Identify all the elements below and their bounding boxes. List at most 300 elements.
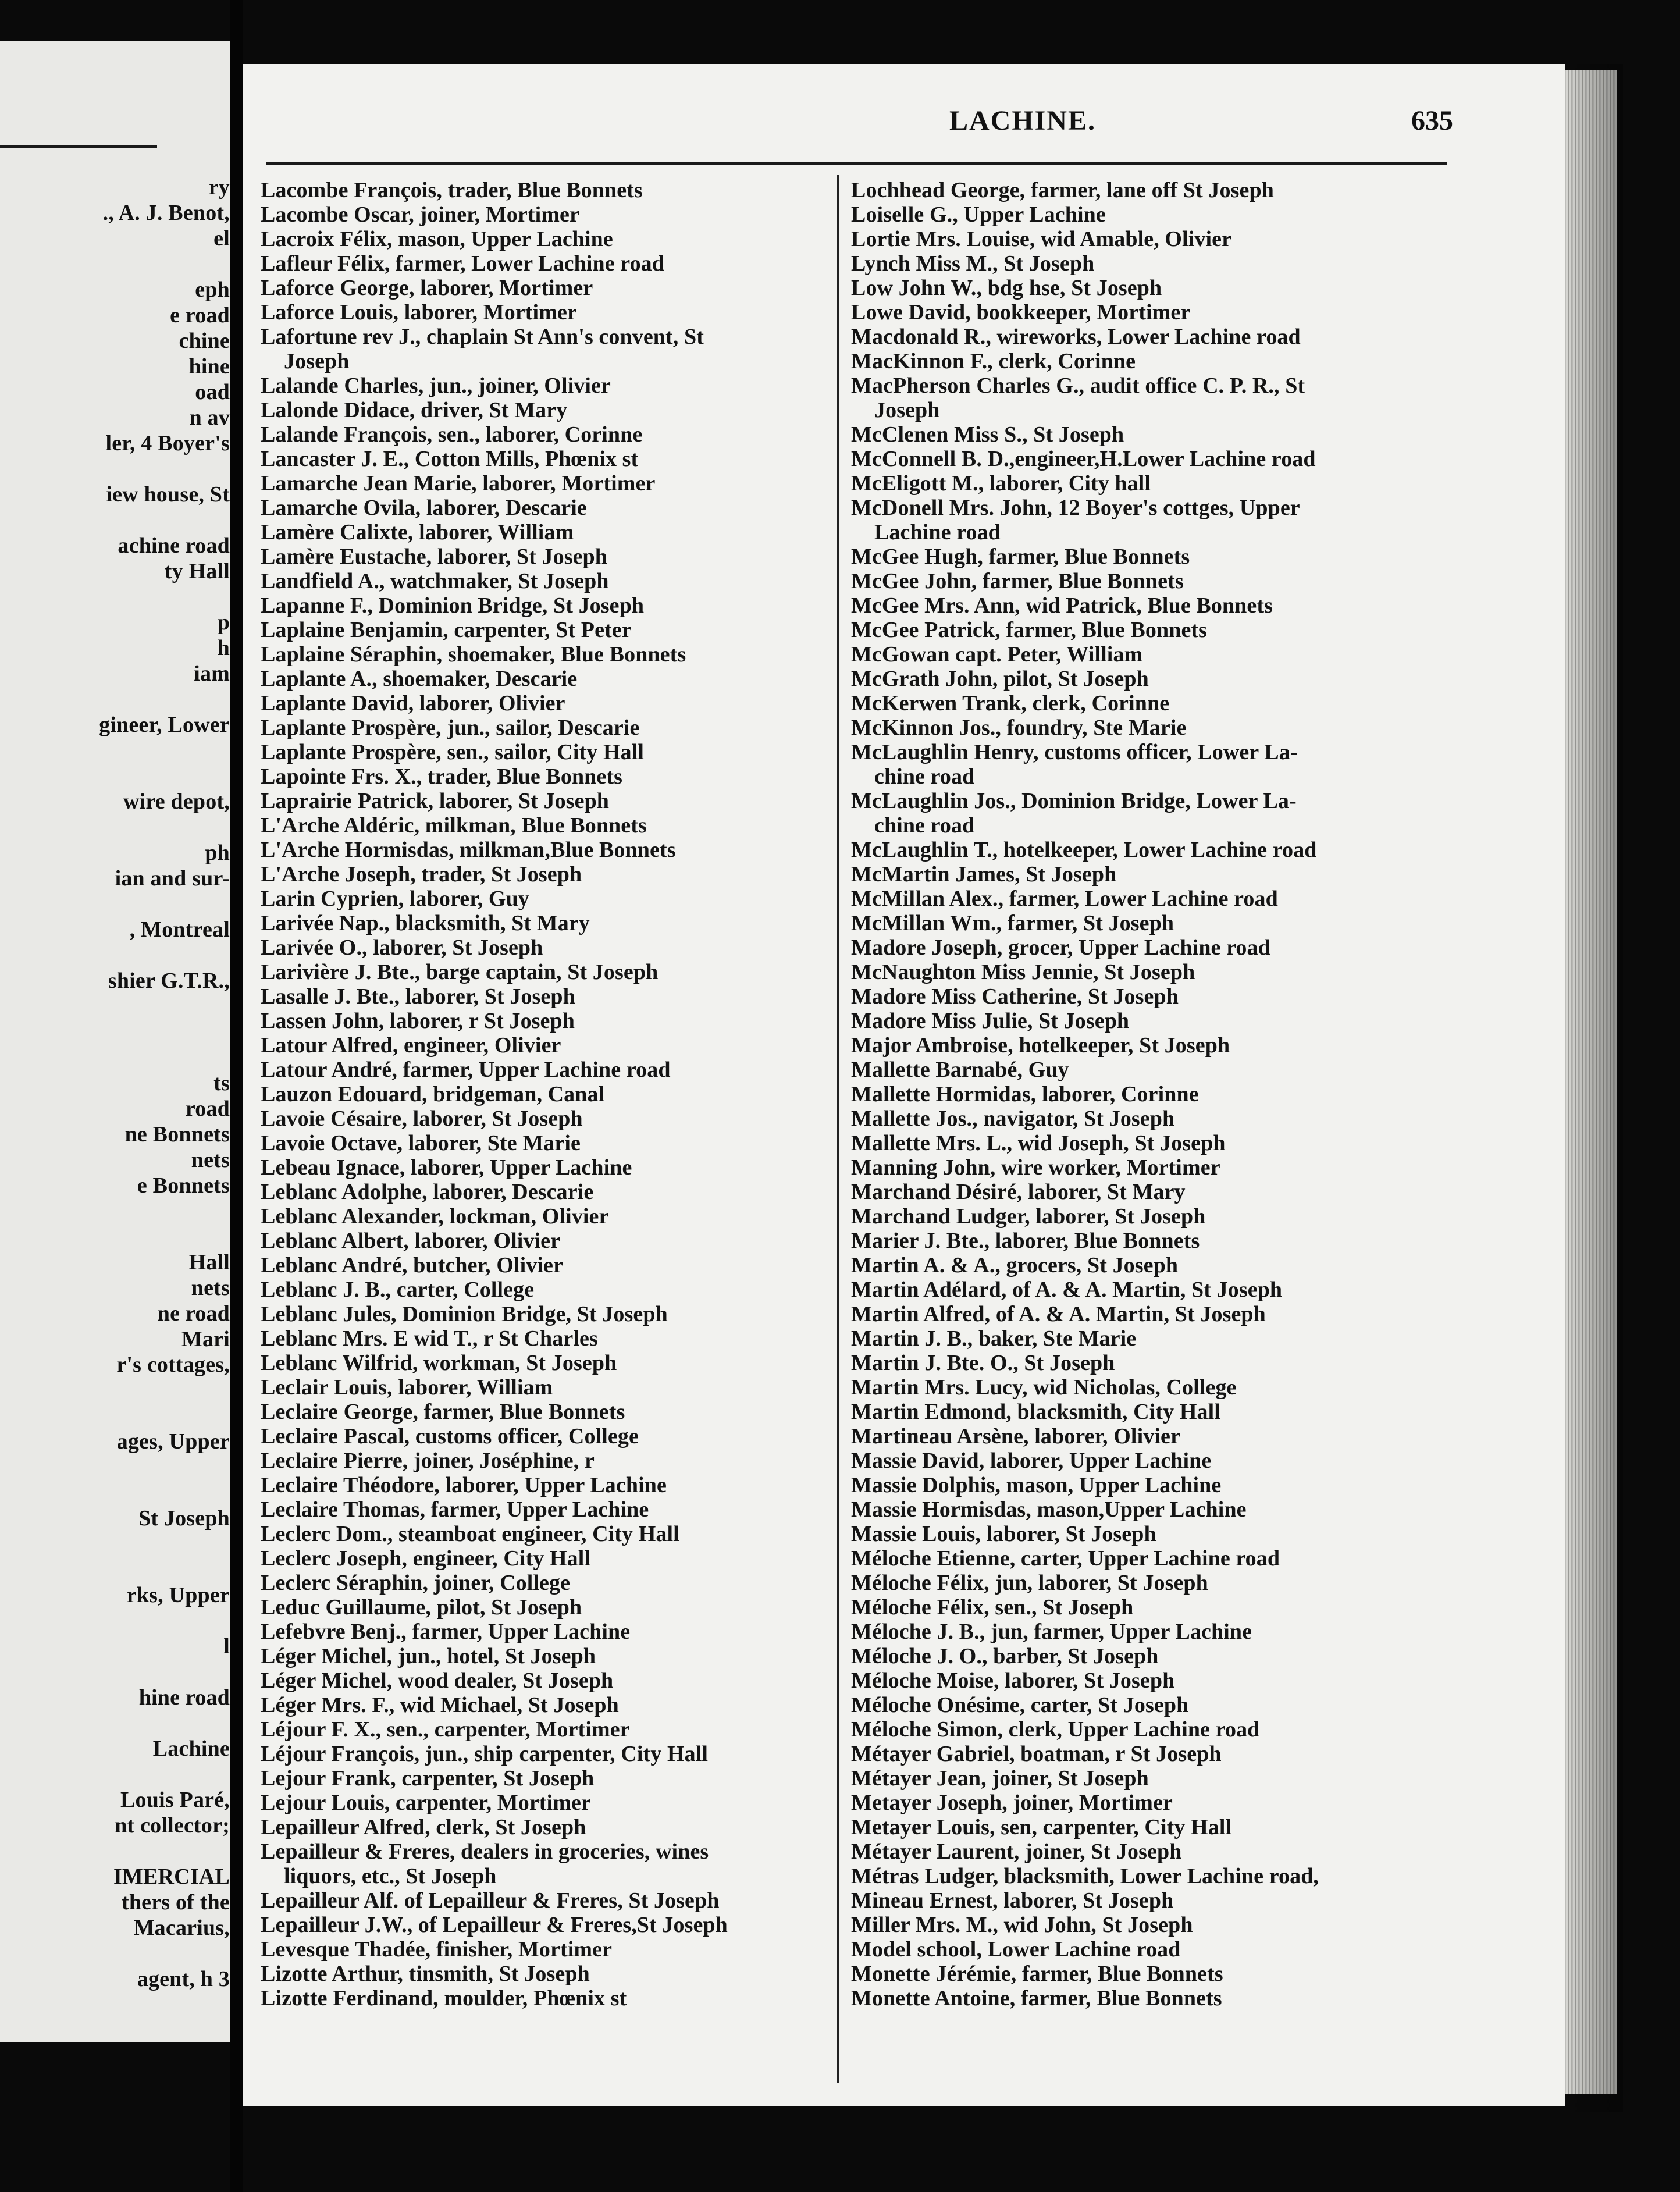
entry-text: Lortie Mrs. Louise, wid Amable, Olivier bbox=[851, 227, 1232, 251]
facing-page-text: Mari bbox=[181, 1327, 230, 1351]
facing-page-text: Macarius, bbox=[133, 1916, 230, 1940]
page-edges-shadow bbox=[1565, 64, 1623, 2112]
directory-entry bbox=[261, 471, 834, 496]
entry-text: Méloche Simon, clerk, Upper Lachine road bbox=[851, 1717, 1260, 1742]
entry-text: Léjour François, jun., ship carpenter, City Hall bbox=[261, 1742, 709, 1766]
entry-text: Marier J. Bte., laborer, Blue Bonnets bbox=[851, 1229, 1200, 1253]
directory-entry bbox=[261, 1595, 834, 1620]
facing-page-text: hine road bbox=[138, 1685, 230, 1710]
right-column bbox=[851, 178, 1456, 2010]
directory-entry bbox=[851, 496, 1456, 545]
directory-entry bbox=[851, 1986, 1456, 2010]
directory-entry bbox=[261, 1424, 834, 1449]
entry-text: Laplante David, laborer, Olivier bbox=[261, 691, 565, 716]
directory-entry bbox=[261, 178, 834, 202]
entry-text: Lejour Louis, carpenter, Mortimer bbox=[261, 1791, 591, 1815]
directory-entry bbox=[851, 1571, 1456, 1595]
directory-entry bbox=[851, 1033, 1456, 1058]
directory-page bbox=[243, 64, 1565, 2106]
entry-text: Méloche J. O., barber, St Joseph bbox=[851, 1644, 1159, 1668]
directory-entry bbox=[261, 813, 834, 838]
entry-text: Marchand Désiré, laborer, St Mary bbox=[851, 1180, 1186, 1204]
directory-entry bbox=[261, 1473, 834, 1497]
entry-text: Martin J. Bte. O., St Joseph bbox=[851, 1351, 1115, 1375]
entry-text: Mallette Jos., navigator, St Joseph bbox=[851, 1106, 1175, 1131]
left-column bbox=[261, 178, 834, 2010]
directory-entry bbox=[261, 667, 834, 691]
facing-page-text: r's cottages, bbox=[116, 1353, 230, 1377]
directory-entry bbox=[261, 593, 834, 618]
directory-entry bbox=[851, 1351, 1456, 1375]
entry-text: Métayer Laurent, joiner, St Joseph bbox=[851, 1839, 1182, 1864]
entry-text: Major Ambroise, hotelkeeper, St Joseph bbox=[851, 1033, 1230, 1058]
directory-entry bbox=[851, 667, 1456, 691]
entry-text: McNaughton Miss Jennie, St Joseph bbox=[851, 960, 1195, 984]
entry-text: Métras Ludger, blacksmith, Lower Lachine road, bbox=[851, 1864, 1319, 1888]
entry-text: Lalande François, sen., laborer, Corinne bbox=[261, 422, 643, 447]
directory-entry bbox=[261, 1888, 834, 1913]
entry-text: L'Arche Hormisdas, milkman,Blue Bonnets bbox=[261, 838, 676, 862]
entry-text: Lepailleur J.W., of Lepailleur & Freres,St Joseph bbox=[261, 1913, 728, 1937]
facing-page-text: ry bbox=[208, 175, 230, 200]
entry-text: Mallette Mrs. L., wid Joseph, St Joseph bbox=[851, 1131, 1226, 1155]
entry-text: Lafortune rev J., chaplain St Ann's convent, St bbox=[261, 325, 704, 349]
facing-page-text: e Bonnets bbox=[137, 1173, 230, 1198]
directory-entry bbox=[261, 1815, 834, 1839]
entry-text: McGee Mrs. Ann, wid Patrick, Blue Bonnets bbox=[851, 593, 1273, 618]
entry-text: Lasalle J. Bte., laborer, St Joseph bbox=[261, 984, 575, 1009]
directory-entry bbox=[851, 1106, 1456, 1131]
directory-entry bbox=[261, 1742, 834, 1766]
entry-text: Méloche Félix, jun, laborer, St Joseph bbox=[851, 1571, 1208, 1595]
entry-text: Model school, Lower Lachine road bbox=[851, 1937, 1181, 1962]
directory-entry bbox=[261, 545, 834, 569]
directory-entry bbox=[261, 1962, 834, 1986]
directory-entry bbox=[851, 1326, 1456, 1351]
facing-page-text: , Montreal bbox=[129, 917, 230, 942]
entry-text: Monette Antoine, farmer, Blue Bonnets bbox=[851, 1986, 1222, 2010]
entry-text: Macdonald R., wireworks, Lower Lachine road bbox=[851, 325, 1301, 349]
entry-text: McKerwen Trank, clerk, Corinne bbox=[851, 691, 1170, 716]
directory-entry bbox=[851, 691, 1456, 716]
entry-text: L'Arche Aldéric, milkman, Blue Bonnets bbox=[261, 813, 647, 838]
directory-entry bbox=[851, 1082, 1456, 1106]
directory-entry bbox=[851, 1302, 1456, 1326]
facing-page-text: el bbox=[213, 226, 230, 251]
entry-text: Lamarche Ovila, laborer, Descarie bbox=[261, 496, 587, 520]
directory-entry bbox=[851, 569, 1456, 593]
directory-entry bbox=[261, 1986, 834, 2010]
entry-text: McEligott M., laborer, City hall bbox=[851, 471, 1151, 496]
facing-page-text: rks, Upper bbox=[126, 1583, 230, 1607]
facing-page-text: Lachine bbox=[152, 1736, 230, 1761]
directory-entry bbox=[851, 1253, 1456, 1278]
facing-page-text: Hall bbox=[188, 1250, 230, 1275]
entry-text: Mineau Ernest, laborer, St Joseph bbox=[851, 1888, 1174, 1913]
directory-entry bbox=[261, 1693, 834, 1717]
entry-text: Lynch Miss M., St Joseph bbox=[851, 251, 1095, 276]
directory-entry bbox=[851, 1204, 1456, 1229]
entry-text: Lacroix Félix, mason, Upper Lachine bbox=[261, 227, 613, 251]
entry-text: MacKinnon F., clerk, Corinne bbox=[851, 349, 1136, 373]
directory-entry bbox=[851, 202, 1456, 227]
entry-text: Laplaine Séraphin, shoemaker, Blue Bonnets bbox=[261, 642, 686, 667]
directory-entry bbox=[851, 1693, 1456, 1717]
entry-text: Massie David, laborer, Upper Lachine bbox=[851, 1449, 1212, 1473]
directory-entry bbox=[851, 178, 1456, 202]
directory-entry bbox=[261, 251, 834, 276]
column-divider bbox=[837, 175, 839, 2083]
entry-text: Lepailleur & Freres, dealers in groceries, wines bbox=[261, 1839, 709, 1864]
directory-entry bbox=[851, 373, 1456, 422]
directory-entry bbox=[261, 202, 834, 227]
directory-entry bbox=[261, 960, 834, 984]
directory-entry bbox=[261, 447, 834, 471]
entry-text: Léjour F. X., sen., carpenter, Mortimer bbox=[261, 1717, 630, 1742]
entry-text: Lalonde Didace, driver, St Mary bbox=[261, 398, 568, 422]
entry-text: Laplante Prospère, jun., sailor, Descarie bbox=[261, 716, 640, 740]
entry-text: Lizotte Arthur, tinsmith, St Joseph bbox=[261, 1962, 590, 1986]
entry-text: Madore Miss Catherine, St Joseph bbox=[851, 984, 1179, 1009]
directory-entry bbox=[851, 1888, 1456, 1913]
entry-text: Leclaire George, farmer, Blue Bonnets bbox=[261, 1400, 625, 1424]
directory-entry bbox=[851, 911, 1456, 935]
directory-entry bbox=[851, 960, 1456, 984]
facing-page-text: gineer, Lower bbox=[99, 713, 230, 737]
facing-page-text: iam bbox=[194, 661, 230, 686]
directory-entry bbox=[851, 545, 1456, 569]
entry-text: Low John W., bdg hse, St Joseph bbox=[851, 276, 1162, 300]
entry-text: Loiselle G., Upper Lachine bbox=[851, 202, 1106, 227]
facing-page-text: St Joseph bbox=[138, 1506, 230, 1531]
directory-entry bbox=[851, 349, 1456, 373]
entry-text: Martin J. B., baker, Ste Marie bbox=[851, 1326, 1137, 1351]
facing-page-text: chine bbox=[179, 329, 230, 353]
book-gutter bbox=[230, 0, 243, 2192]
facing-page-fragment bbox=[0, 41, 230, 2042]
directory-entry bbox=[851, 593, 1456, 618]
directory-entry bbox=[851, 838, 1456, 862]
entry-text: McMartin James, St Joseph bbox=[851, 862, 1117, 887]
directory-entry bbox=[261, 1278, 834, 1302]
directory-entry bbox=[851, 1473, 1456, 1497]
directory-entry bbox=[261, 276, 834, 300]
facing-page-text: ., A. J. Benot, bbox=[102, 201, 230, 225]
entry-text: Léger Michel, jun., hotel, St Joseph bbox=[261, 1644, 596, 1668]
entry-text: Lochhead George, farmer, lane off St Joseph bbox=[851, 178, 1274, 202]
directory-entry bbox=[261, 716, 834, 740]
entry-text: Lauzon Edouard, bridgeman, Canal bbox=[261, 1082, 605, 1106]
directory-entry bbox=[261, 1180, 834, 1204]
directory-entry bbox=[851, 1766, 1456, 1791]
directory-entry bbox=[261, 1913, 834, 1937]
entry-text: Larivée Nap., blacksmith, St Mary bbox=[261, 911, 590, 935]
entry-text: Léger Michel, wood dealer, St Joseph bbox=[261, 1668, 614, 1693]
entry-continuation: chine road bbox=[874, 764, 975, 789]
entry-text: Marchand Ludger, laborer, St Joseph bbox=[851, 1204, 1206, 1229]
facing-page-text: ph bbox=[205, 841, 230, 865]
entry-text: Méloche Etienne, carter, Upper Lachine road bbox=[851, 1546, 1280, 1571]
directory-entry bbox=[261, 1644, 834, 1668]
facing-page-text: ts bbox=[213, 1071, 230, 1095]
entry-text: Lepailleur Alf. of Lepailleur & Freres, St Joseph bbox=[261, 1888, 720, 1913]
directory-entry bbox=[851, 1424, 1456, 1449]
entry-text: McClenen Miss S., St Joseph bbox=[851, 422, 1124, 447]
directory-entry bbox=[261, 764, 834, 789]
directory-entry bbox=[261, 1009, 834, 1033]
entry-text: Leclaire Thomas, farmer, Upper Lachine bbox=[261, 1497, 649, 1522]
facing-page-text: hine bbox=[188, 354, 230, 379]
directory-entry bbox=[851, 1155, 1456, 1180]
directory-entry bbox=[851, 740, 1456, 789]
directory-entry bbox=[851, 1668, 1456, 1693]
directory-entry bbox=[851, 1864, 1456, 1888]
directory-entry bbox=[261, 1620, 834, 1644]
entry-text: Lavoie Octave, laborer, Ste Marie bbox=[261, 1131, 581, 1155]
entry-text: Leblanc Albert, laborer, Olivier bbox=[261, 1229, 561, 1253]
facing-page-text: IMERCIAL bbox=[113, 1864, 230, 1889]
entry-text: Latour Alfred, engineer, Olivier bbox=[261, 1033, 561, 1058]
entry-text: McMillan Alex., farmer, Lower Lachine road bbox=[851, 887, 1278, 911]
directory-entry bbox=[851, 227, 1456, 251]
entry-text: McGrath John, pilot, St Joseph bbox=[851, 667, 1149, 691]
directory-entry bbox=[261, 1791, 834, 1815]
entry-text: Mallette Hormidas, laborer, Corinne bbox=[851, 1082, 1199, 1106]
facing-page-text: road bbox=[185, 1097, 230, 1121]
directory-entry bbox=[261, 1937, 834, 1962]
entry-text: Lavoie Césaire, laborer, St Joseph bbox=[261, 1106, 583, 1131]
entry-text: Lowe David, bookkeeper, Mortimer bbox=[851, 300, 1191, 325]
directory-entry bbox=[261, 1326, 834, 1351]
directory-entry bbox=[851, 935, 1456, 960]
directory-entry bbox=[261, 935, 834, 960]
entry-text: Miller Mrs. M., wid John, St Joseph bbox=[851, 1913, 1193, 1937]
directory-entry bbox=[851, 984, 1456, 1009]
entry-text: McConnell B. D.,engineer,H.Lower Lachine road bbox=[851, 447, 1316, 471]
entry-text: Leclaire Théodore, laborer, Upper Lachine bbox=[261, 1473, 667, 1497]
directory-entry bbox=[851, 1180, 1456, 1204]
entry-text: Larin Cyprien, laborer, Guy bbox=[261, 887, 529, 911]
entry-text: Madore Miss Julie, St Joseph bbox=[851, 1009, 1130, 1033]
directory-entry bbox=[261, 1571, 834, 1595]
directory-entry bbox=[261, 373, 834, 398]
entry-text: Lapanne F., Dominion Bridge, St Joseph bbox=[261, 593, 645, 618]
directory-entry bbox=[261, 740, 834, 764]
directory-entry bbox=[261, 1449, 834, 1473]
directory-entry bbox=[851, 887, 1456, 911]
directory-entry bbox=[851, 1229, 1456, 1253]
directory-entry bbox=[851, 1131, 1456, 1155]
directory-entry bbox=[851, 1522, 1456, 1546]
directory-entry bbox=[261, 984, 834, 1009]
directory-entry bbox=[851, 642, 1456, 667]
entry-text: Leclerc Dom., steamboat engineer, City Hall bbox=[261, 1522, 679, 1546]
directory-entry bbox=[261, 1033, 834, 1058]
entry-continuation: Joseph bbox=[874, 398, 940, 422]
directory-entry bbox=[261, 618, 834, 642]
entry-text: Leblanc Wilfrid, workman, St Joseph bbox=[261, 1351, 617, 1375]
directory-entry bbox=[261, 1400, 834, 1424]
directory-entry bbox=[851, 447, 1456, 471]
directory-entry bbox=[851, 1913, 1456, 1937]
directory-entry bbox=[851, 1497, 1456, 1522]
directory-entry bbox=[261, 1375, 834, 1400]
directory-entry bbox=[851, 716, 1456, 740]
directory-entry bbox=[261, 300, 834, 325]
entry-text: McMillan Wm., farmer, St Joseph bbox=[851, 911, 1174, 935]
page-title: LACHINE. bbox=[949, 105, 1097, 136]
entry-text: Leblanc Mrs. E wid T., r St Charles bbox=[261, 1326, 598, 1351]
entry-text: McKinnon Jos., foundry, Ste Marie bbox=[851, 716, 1187, 740]
entry-text: McDonell Mrs. John, 12 Boyer's cottges, Upper bbox=[851, 496, 1300, 520]
entry-text: McLaughlin Jos., Dominion Bridge, Lower La- bbox=[851, 789, 1297, 813]
directory-entry bbox=[851, 325, 1456, 349]
facing-page-text: p bbox=[217, 610, 230, 635]
directory-entry bbox=[261, 1155, 834, 1180]
entry-text: Lacombe Oscar, joiner, Mortimer bbox=[261, 202, 579, 227]
facing-page-text: nt collector; bbox=[115, 1813, 230, 1838]
facing-page-text: agent, h 3 bbox=[137, 1967, 230, 1991]
directory-entry bbox=[261, 887, 834, 911]
directory-entry bbox=[851, 1717, 1456, 1742]
directory-entry bbox=[851, 862, 1456, 887]
directory-entry bbox=[261, 496, 834, 520]
facing-page-text: wire depot, bbox=[123, 789, 230, 814]
directory-entry bbox=[261, 911, 834, 935]
entry-text: MacPherson Charles G., audit office C. P. R., St bbox=[851, 373, 1305, 398]
entry-text: Lejour Frank, carpenter, St Joseph bbox=[261, 1766, 595, 1791]
entry-text: Leblanc André, butcher, Olivier bbox=[261, 1253, 563, 1278]
entry-text: Lamère Eustache, laborer, St Joseph bbox=[261, 545, 608, 569]
entry-text: Lassen John, laborer, r St Joseph bbox=[261, 1009, 575, 1033]
facing-page-text: n av bbox=[189, 405, 230, 430]
entry-text: L'Arche Joseph, trader, St Joseph bbox=[261, 862, 582, 887]
entry-text: Lapointe Frs. X., trader, Blue Bonnets bbox=[261, 764, 623, 789]
entry-text: Méloche Félix, sen., St Joseph bbox=[851, 1595, 1134, 1620]
directory-entry bbox=[261, 691, 834, 716]
directory-entry bbox=[851, 1278, 1456, 1302]
directory-entry bbox=[261, 1717, 834, 1742]
directory-entry bbox=[851, 1644, 1456, 1668]
entry-text: Leblanc Jules, Dominion Bridge, St Joseph bbox=[261, 1302, 668, 1326]
entry-text: Mallette Barnabé, Guy bbox=[851, 1058, 1069, 1082]
directory-entry bbox=[851, 1400, 1456, 1424]
page-number: 635 bbox=[1411, 105, 1453, 136]
directory-entry bbox=[261, 789, 834, 813]
entry-text: Léger Mrs. F., wid Michael, St Joseph bbox=[261, 1693, 619, 1717]
entry-text: Méloche Moise, laborer, St Joseph bbox=[851, 1668, 1175, 1693]
directory-entry bbox=[851, 1742, 1456, 1766]
entry-text: Leclaire Pascal, customs officer, College bbox=[261, 1424, 639, 1449]
entry-text: Martin Adélard, of A. & A. Martin, St Joseph bbox=[851, 1278, 1283, 1302]
directory-entry bbox=[851, 422, 1456, 447]
entry-text: Laprairie Patrick, laborer, St Joseph bbox=[261, 789, 610, 813]
entry-text: Martineau Arsène, laborer, Olivier bbox=[851, 1424, 1180, 1449]
facing-page-text: Louis Paré, bbox=[120, 1788, 230, 1812]
directory-entry bbox=[261, 1082, 834, 1106]
entry-text: Martin A. & A., grocers, St Joseph bbox=[851, 1253, 1179, 1278]
directory-entry bbox=[851, 1791, 1456, 1815]
entry-text: Laplante A., shoemaker, Descarie bbox=[261, 667, 578, 691]
entry-text: Lamère Calixte, laborer, William bbox=[261, 520, 574, 545]
entry-text: Laplaine Benjamin, carpenter, St Peter bbox=[261, 618, 632, 642]
entry-text: Leclaire Pierre, joiner, Joséphine, r bbox=[261, 1449, 595, 1473]
directory-entry bbox=[261, 1253, 834, 1278]
directory-entry bbox=[851, 471, 1456, 496]
directory-entry bbox=[851, 300, 1456, 325]
entry-text: Levesque Thadée, finisher, Mortimer bbox=[261, 1937, 613, 1962]
directory-entry bbox=[261, 1497, 834, 1522]
entry-text: McLaughlin Henry, customs officer, Lower La- bbox=[851, 740, 1298, 764]
entry-text: Massie Louis, laborer, St Joseph bbox=[851, 1522, 1156, 1546]
entry-text: McGee John, farmer, Blue Bonnets bbox=[851, 569, 1184, 593]
entry-text: Leclerc Séraphin, joiner, College bbox=[261, 1571, 571, 1595]
entry-text: Lancaster J. E., Cotton Mills, Phœnix st bbox=[261, 447, 639, 471]
entry-text: Lizotte Ferdinand, moulder, Phœnix st bbox=[261, 1986, 627, 2010]
entry-text: Leclerc Joseph, engineer, City Hall bbox=[261, 1546, 591, 1571]
entry-text: Lalande Charles, jun., joiner, Olivier bbox=[261, 373, 611, 398]
entry-text: Metayer Louis, sen, carpenter, City Hall bbox=[851, 1815, 1232, 1839]
directory-entry bbox=[261, 1302, 834, 1326]
entry-text: Lepailleur Alfred, clerk, St Joseph bbox=[261, 1815, 586, 1839]
directory-entry bbox=[261, 1668, 834, 1693]
entry-text: Larivière J. Bte., barge captain, St Joseph bbox=[261, 960, 659, 984]
directory-entry bbox=[851, 1815, 1456, 1839]
entry-text: Métayer Gabriel, boatman, r St Joseph bbox=[851, 1742, 1222, 1766]
entry-text: Monette Jérémie, farmer, Blue Bonnets bbox=[851, 1962, 1223, 1986]
entry-text: Leclair Louis, laborer, William bbox=[261, 1375, 553, 1400]
entry-text: Madore Joseph, grocer, Upper Lachine road bbox=[851, 935, 1270, 960]
directory-entry bbox=[851, 1962, 1456, 1986]
directory-entry bbox=[851, 1839, 1456, 1864]
directory-entry bbox=[261, 1522, 834, 1546]
entry-text: Métayer Jean, joiner, St Joseph bbox=[851, 1766, 1149, 1791]
entry-text: McGee Hugh, farmer, Blue Bonnets bbox=[851, 545, 1190, 569]
entry-text: McGee Patrick, farmer, Blue Bonnets bbox=[851, 618, 1208, 642]
directory-entry bbox=[851, 1375, 1456, 1400]
entry-text: Landfield A., watchmaker, St Joseph bbox=[261, 569, 609, 593]
entry-text: McLaughlin T., hotelkeeper, Lower Lachine road bbox=[851, 838, 1317, 862]
directory-entry bbox=[261, 642, 834, 667]
entry-text: Lamarche Jean Marie, laborer, Mortimer bbox=[261, 471, 656, 496]
facing-page-text: l bbox=[223, 1634, 230, 1659]
facing-page-text: achine road bbox=[118, 533, 230, 558]
directory-entry bbox=[261, 325, 834, 373]
facing-page-text: ler, 4 Boyer's bbox=[105, 431, 230, 456]
entry-text: Martin Alfred, of A. & A. Martin, St Joseph bbox=[851, 1302, 1266, 1326]
facing-page-text: ian and sur- bbox=[115, 866, 230, 891]
entry-text: Manning John, wire worker, Mortimer bbox=[851, 1155, 1220, 1180]
facing-page-text: nets bbox=[191, 1148, 230, 1172]
entry-continuation: Joseph bbox=[284, 349, 350, 373]
entry-text: Larivée O., laborer, St Joseph bbox=[261, 935, 543, 960]
entry-text: Martin Mrs. Lucy, wid Nicholas, College bbox=[851, 1375, 1237, 1400]
directory-entry bbox=[851, 1449, 1456, 1473]
entry-text: Lafleur Félix, farmer, Lower Lachine road bbox=[261, 251, 664, 276]
directory-entry bbox=[851, 251, 1456, 276]
directory-entry bbox=[261, 1839, 834, 1888]
entry-text: Lebeau Ignace, laborer, Upper Lachine bbox=[261, 1155, 632, 1180]
entry-text: Martin Edmond, blacksmith, City Hall bbox=[851, 1400, 1220, 1424]
directory-entry bbox=[851, 1058, 1456, 1082]
directory-entry bbox=[261, 838, 834, 862]
directory-entry bbox=[261, 520, 834, 545]
directory-entry bbox=[261, 1131, 834, 1155]
directory-entry bbox=[261, 1106, 834, 1131]
directory-entry bbox=[851, 789, 1456, 838]
entry-text: Leblanc Adolphe, laborer, Descarie bbox=[261, 1180, 594, 1204]
directory-entry bbox=[851, 276, 1456, 300]
